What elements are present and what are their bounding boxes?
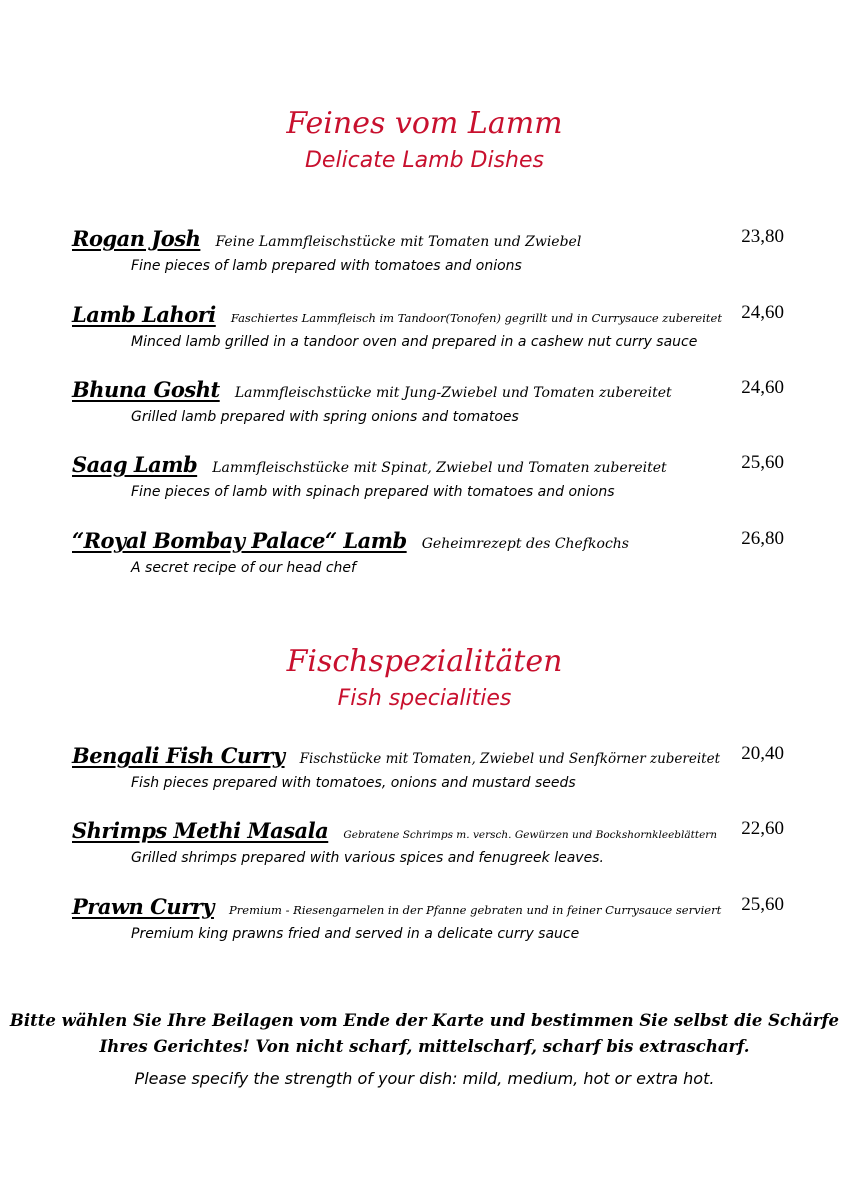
dish-price: 25,60	[741, 894, 784, 915]
menu-item	[72, 452, 784, 500]
dish-description-en: A secret recipe of our head chef	[131, 560, 356, 576]
dish-description-en: Fish pieces prepared with tomatoes, onions and mustard seeds	[131, 775, 576, 791]
dish-description-en: Grilled lamb prepared with spring onions and tomatoes	[131, 409, 519, 425]
dish-price: 24,60	[741, 377, 784, 398]
dish-name: Saag Lamb	[72, 452, 198, 477]
dish-description-de: Lammfleischstücke mit Spinat, Zwiebel und Tomaten zubereitet	[212, 460, 667, 476]
dish-description-en: Minced lamb grilled in a tandoor oven and prepared in a cashew nut curry sauce	[131, 334, 698, 350]
dish-price: 23,80	[741, 226, 784, 247]
menu-item	[72, 894, 784, 942]
dish-price: 20,40	[741, 743, 784, 764]
menu-item	[72, 528, 784, 576]
dish-price: 26,80	[741, 528, 784, 549]
lamb-section-title: Feines vom Lamm	[286, 106, 563, 141]
menu-item	[72, 743, 784, 791]
dish-description-de: Feine Lammfleischstücke mit Tomaten und Zwiebel	[215, 234, 582, 250]
dish-price: 24,60	[741, 302, 784, 323]
spice-note-de-line2: Ihres Gerichtes! Von nicht scharf, mittelscharf, scharf bis extrascharf.	[99, 1037, 750, 1056]
fish-section-title: Fischspezialitäten	[286, 644, 563, 679]
dish-description-de: Premium - Riesengarnelen in der Pfanne gebraten und in feiner Currysauce serviert	[229, 903, 722, 917]
fish-section-subtitle: Fish specialities	[337, 686, 512, 711]
dish-description-en: Fine pieces of lamb prepared with tomatoes and onions	[131, 258, 522, 274]
dish-name: Prawn Curry	[72, 894, 214, 919]
dish-name: Rogan Josh	[72, 226, 201, 251]
dish-description-de: Gebratene Schrimps m. versch. Gewürzen und Bockshornkleeblättern	[343, 829, 718, 841]
dish-name: Bhuna Gosht	[72, 377, 220, 402]
dish-price: 25,60	[741, 452, 784, 473]
menu-item	[72, 377, 784, 425]
dish-name: Bengali Fish Curry	[72, 743, 285, 768]
dish-description-en: Premium king prawns fried and served in a delicate curry sauce	[131, 926, 580, 942]
dish-description-de: Faschiertes Lammfleisch im Tandoor(Tonofen) gegrillt und in Currysauce zubereitet	[230, 311, 722, 325]
lamb-section-subtitle: Delicate Lamb Dishes	[304, 148, 544, 173]
dish-name: Shrimps Methi Masala	[72, 818, 329, 843]
spice-note-en: Please specify the strength of your dish: mild, medium, hot or extra hot.	[134, 1069, 715, 1088]
menu-item	[72, 226, 784, 274]
menu-item	[72, 302, 784, 350]
spice-note-de	[0, 1008, 849, 1060]
menu-item	[72, 818, 784, 866]
dish-description-de: Geheimrezept des Chefkochs	[421, 536, 629, 552]
dish-description-en: Fine pieces of lamb with spinach prepared with tomatoes and onions	[131, 484, 615, 500]
dish-description-en: Grilled shrimps prepared with various spices and fenugreek leaves.	[131, 850, 604, 866]
spice-note-de-line1: Bitte wählen Sie Ihre Beilagen vom Ende der Karte und bestimmen Sie selbst die Schärfe	[9, 1011, 840, 1030]
dish-name: Lamb Lahori	[72, 302, 216, 327]
dish-description-de: Fischstücke mit Tomaten, Zwiebel und Senfkörner zubereitet	[299, 751, 720, 767]
dish-name: “Royal Bombay Palace“ Lamb	[72, 528, 407, 553]
dish-description-de: Lammfleischstücke mit Jung-Zwiebel und Tomaten zubereitet	[234, 385, 672, 401]
dish-price: 22,60	[741, 818, 784, 839]
